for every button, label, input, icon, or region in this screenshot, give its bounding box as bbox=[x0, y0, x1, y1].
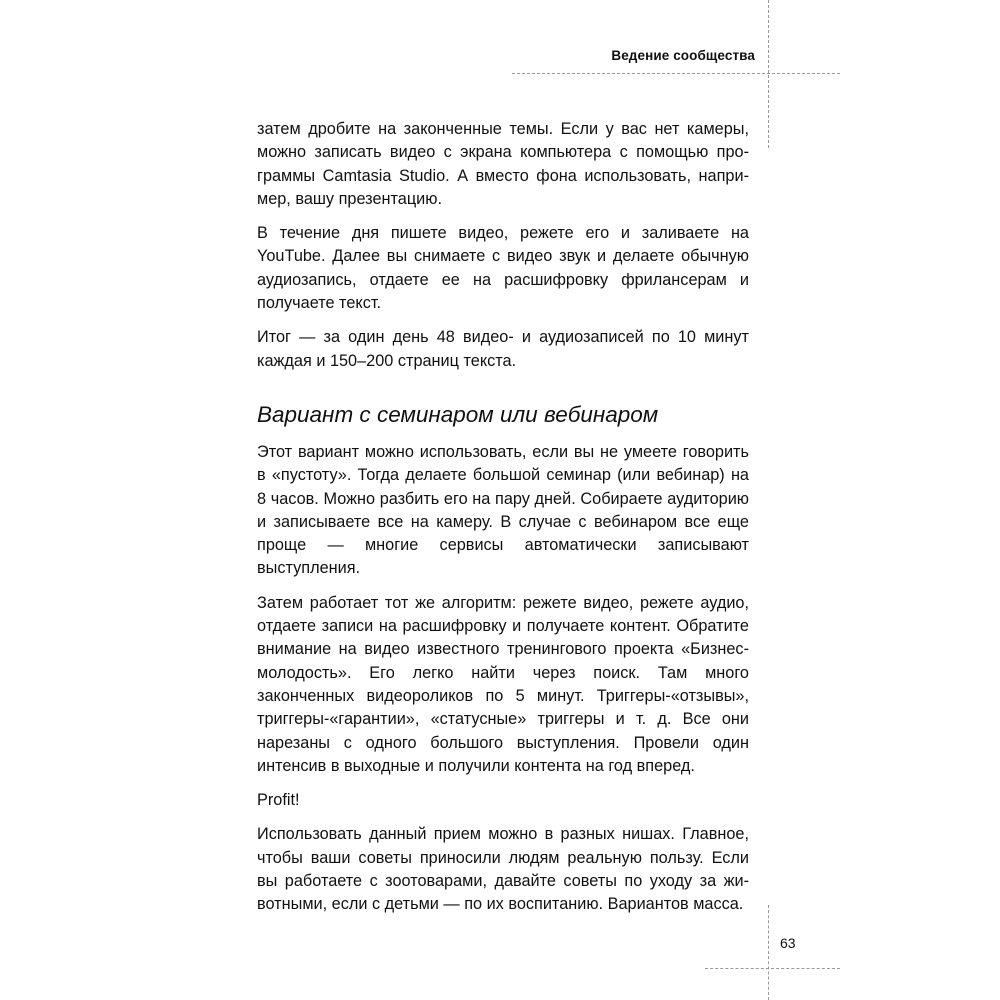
paragraph: затем дробите на законченные темы. Если у вас нет камеры, можно записать видео с экрана компьютера с помощью программы Camtasia Studio. А вместо фона использовать, например, вашу презентацию. bbox=[257, 120, 749, 208]
section-heading: Вариант с семинаром или вебинаром bbox=[257, 401, 659, 427]
header-rule bbox=[512, 73, 840, 74]
paragraph: Этот вариант можно использовать, если вы не умеете говорить в «пустоту». Тогда делаете большой семинар (или вебинар) на 8 часов. Можно разбить его на пару дней. Собираете аудиторию и записываете все на камеру. В случае с вебинаром все еще проще — многие сервисы автоматически записывают выступления. bbox=[257, 442, 749, 578]
paragraph: Затем работает тот же алгоритм: режете видео, режете аудио, отдаете записи на расшифровку и получаете контент. Обратите внимание на видео известного тренингового проекта «Бизнес-молодость». Его легко найти через поиск. Там много законченных видеороликов по 5 минут. Триггеры-«отзывы», триггеры-«гарантии», «статусные» триггеры и т. д. Все они нарезаны с одного большого выступления. Провели один интенсив в выходные и получили контента на год вперед. bbox=[257, 593, 749, 775]
running-head: Ведение сообщества bbox=[611, 48, 755, 63]
paragraph: В течение дня пишете видео, режете его и заливаете на YouTube. Далее вы снимаете с видео звук и делаете обычную аудиозапись, отдаете ее на расшифровку фрилансерам и получаете текст. bbox=[257, 224, 749, 313]
crop-guide-bottom-vertical bbox=[768, 905, 769, 1000]
paragraph: Использовать данный прием можно в разных нишах. Главное, чтобы ваши советы приносили людям реальную пользу. Если вы работаете с зоотоварами, давайте советы по уходу за животными, если с детьми — по их воспитанию. Вариантов масса. bbox=[257, 825, 749, 914]
crop-guide-top-vertical bbox=[768, 0, 769, 148]
paragraph: Итог — за один день 48 видео- и аудиозаписей по 10 минут каждая и 150–200 страниц текста. bbox=[257, 328, 749, 370]
main-text bbox=[257, 118, 749, 928]
paragraph: Profit! bbox=[257, 791, 300, 810]
page-number: 63 bbox=[780, 935, 796, 951]
footer-rule bbox=[705, 968, 840, 969]
